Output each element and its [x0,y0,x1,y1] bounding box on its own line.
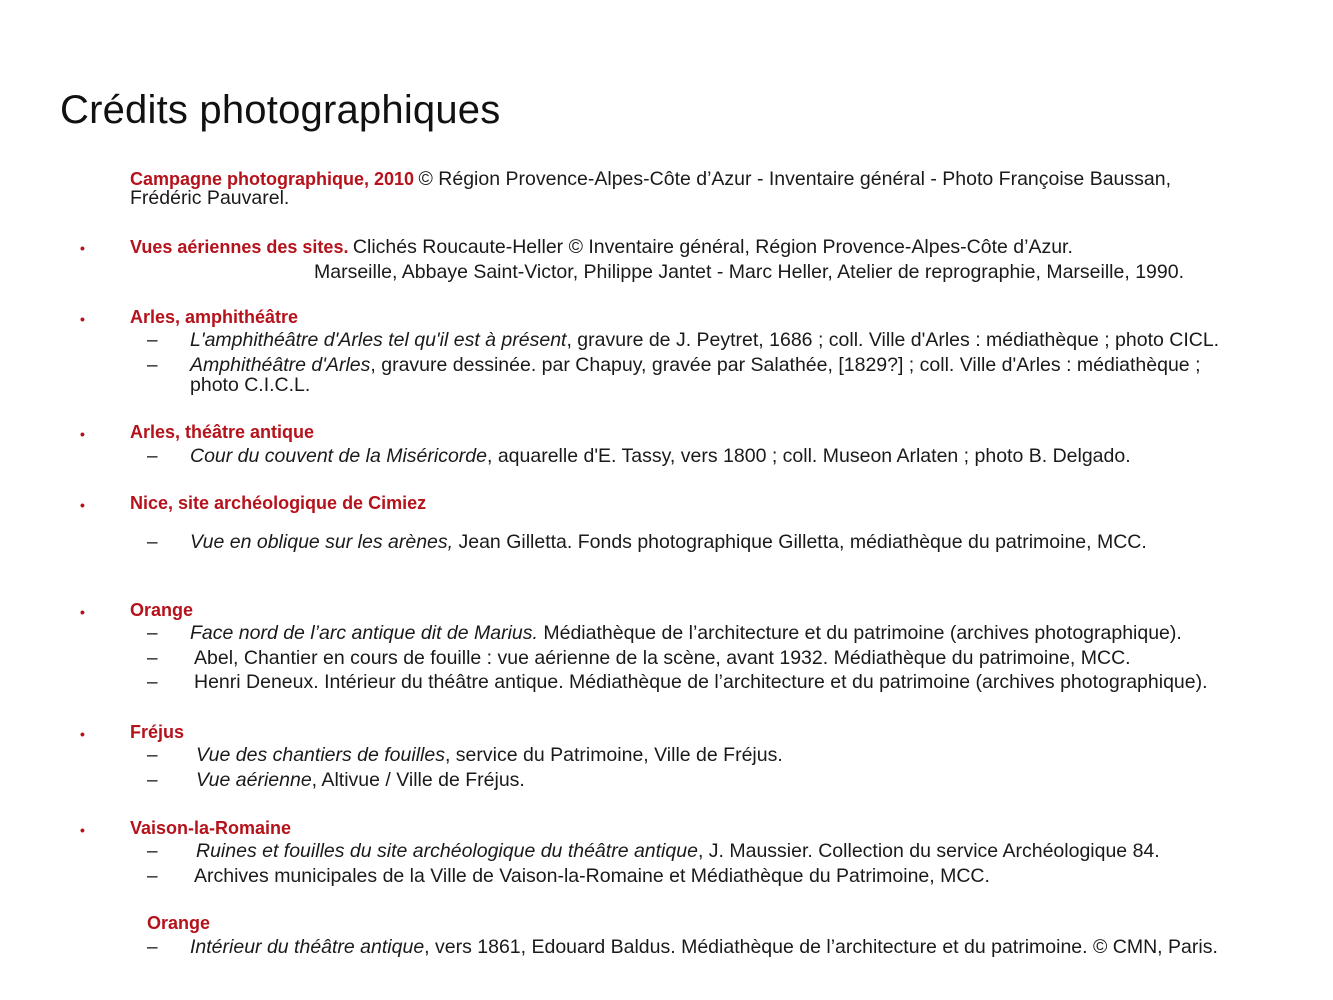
orange-item-2: Abel, Chantier en cours de fouille : vue aérienne de la scène, avant 1932. Médiathèque du patrimoine, MCC. [194,647,1131,669]
artwork-title: Amphithéâtre d'Arles [190,354,371,376]
aerial-line [130,236,1073,259]
arles-amph-label: Arles, amphithéâtre [130,307,299,327]
dash: – [147,841,158,862]
dash: – [147,745,158,766]
page-title: Crédits photographiques [60,88,501,132]
aerial-label: Vues aériennes des sites. [130,237,349,257]
credit-text: , gravure dessinée. par Chapuy, gravée par Salathée, [1829?] ; coll. Ville d'Arles : médiathèque ; [370,354,1201,376]
arles-theatre-label: Arles, théâtre antique [130,422,315,442]
vaison-item-2: Archives municipales de la Ville de Vaison-la-Romaine et Médiathèque du Patrimoine, MCC. [194,865,990,887]
artwork-title: Vue aérienne [196,769,312,791]
orange-label: Orange [130,600,194,620]
credit-text: Jean Gilletta. Fonds photographique Gilletta, médiathèque du patrimoine, MCC. [453,531,1147,553]
artwork-title: Face nord de l’arc antique dit de Marius. [190,622,538,644]
vaison-label: Vaison-la-Romaine [130,818,292,838]
artwork-title: Vue en oblique sur les arènes, [190,531,454,553]
bullet-nice: • [80,497,85,513]
vaison-item-1 [196,840,1160,863]
dash: – [147,770,158,791]
artwork-title: Vue des chantiers de fouilles [196,744,445,766]
artwork-title: Intérieur du théâtre antique [190,936,425,958]
bullet-aerial: • [80,240,85,256]
credit-text: , Altivue / Ville de Fréjus. [311,769,525,791]
bullet-frejus: • [80,726,85,742]
credit-text: , vers 1861, Edouard Baldus. Médiathèque de l’architecture et du patrimoine. © CMN, Paris. [424,936,1218,958]
aerial-line-2: Marseille, Abbaye Saint-Victor, Philippe Jantet - Marc Heller, Atelier de reprographie, Marseille, 1990. [314,261,1184,283]
aerial-text: Clichés Roucaute-Heller © Inventaire général, Région Provence-Alpes-Côte d’Azur. [352,236,1073,258]
credit-text: , service du Patrimoine, Ville de Fréjus. [444,744,783,766]
bullet-orange: • [80,604,85,620]
orange2-label: Orange [147,913,211,933]
dash: – [147,866,158,887]
artwork-title: Cour du couvent de la Miséricorde [190,445,487,467]
orange2-item-1 [190,936,1218,959]
campaign-text-2: Frédéric Pauvarel. [130,187,290,209]
bullet-arles-theatre: • [80,426,85,442]
arles-amph-item-2 [190,354,1201,377]
bullet-arles-amph: • [80,311,85,327]
credit-text: , aquarelle d'E. Tassy, vers 1800 ; coll. Museon Arlaten ; photo B. Delgado. [487,445,1131,467]
campaign-label: Campagne photographique, 2010 [130,169,415,189]
campaign-text: © Région Provence-Alpes-Côte d’Azur - Inventaire général - Photo Françoise Baussan, [418,168,1172,190]
dash: – [147,648,158,669]
arles-theatre-item-1 [190,445,1131,468]
bullet-vaison: • [80,822,85,838]
dash: – [147,330,158,351]
credit-text: , J. Maussier. Collection du service Archéologique 84. [697,840,1160,862]
dash: – [147,355,158,376]
artwork-title: L'amphithéâtre d'Arles tel qu'il est à présent [190,329,567,351]
arles-amph-item-2-cont: photo C.I.C.L. [190,374,311,396]
dash: – [147,446,158,467]
orange-item-1 [190,622,1182,645]
orange-item-3: Henri Deneux. Intérieur du théâtre antique. Médiathèque de l’architecture et du patrimoine (archives photographique). [194,671,1208,693]
arles-amph-item-1 [190,329,1219,352]
frejus-item-2 [196,769,525,792]
credit-text: Médiathèque de l’architecture et du patrimoine (archives photographique). [537,622,1182,644]
artwork-title: Ruines et fouilles du site archéologique du théâtre antique [196,840,698,862]
frejus-label: Fréjus [130,722,185,742]
frejus-item-1 [196,744,783,767]
nice-item-1 [190,531,1147,554]
nice-label: Nice, site archéologique de Cimiez [130,493,427,513]
dash: – [147,532,158,553]
credit-text: , gravure de J. Peytret, 1686 ; coll. Ville d'Arles : médiathèque ; photo CICL. [566,329,1220,351]
dash: – [147,623,158,644]
dash: – [147,672,158,693]
dash: – [147,937,158,958]
